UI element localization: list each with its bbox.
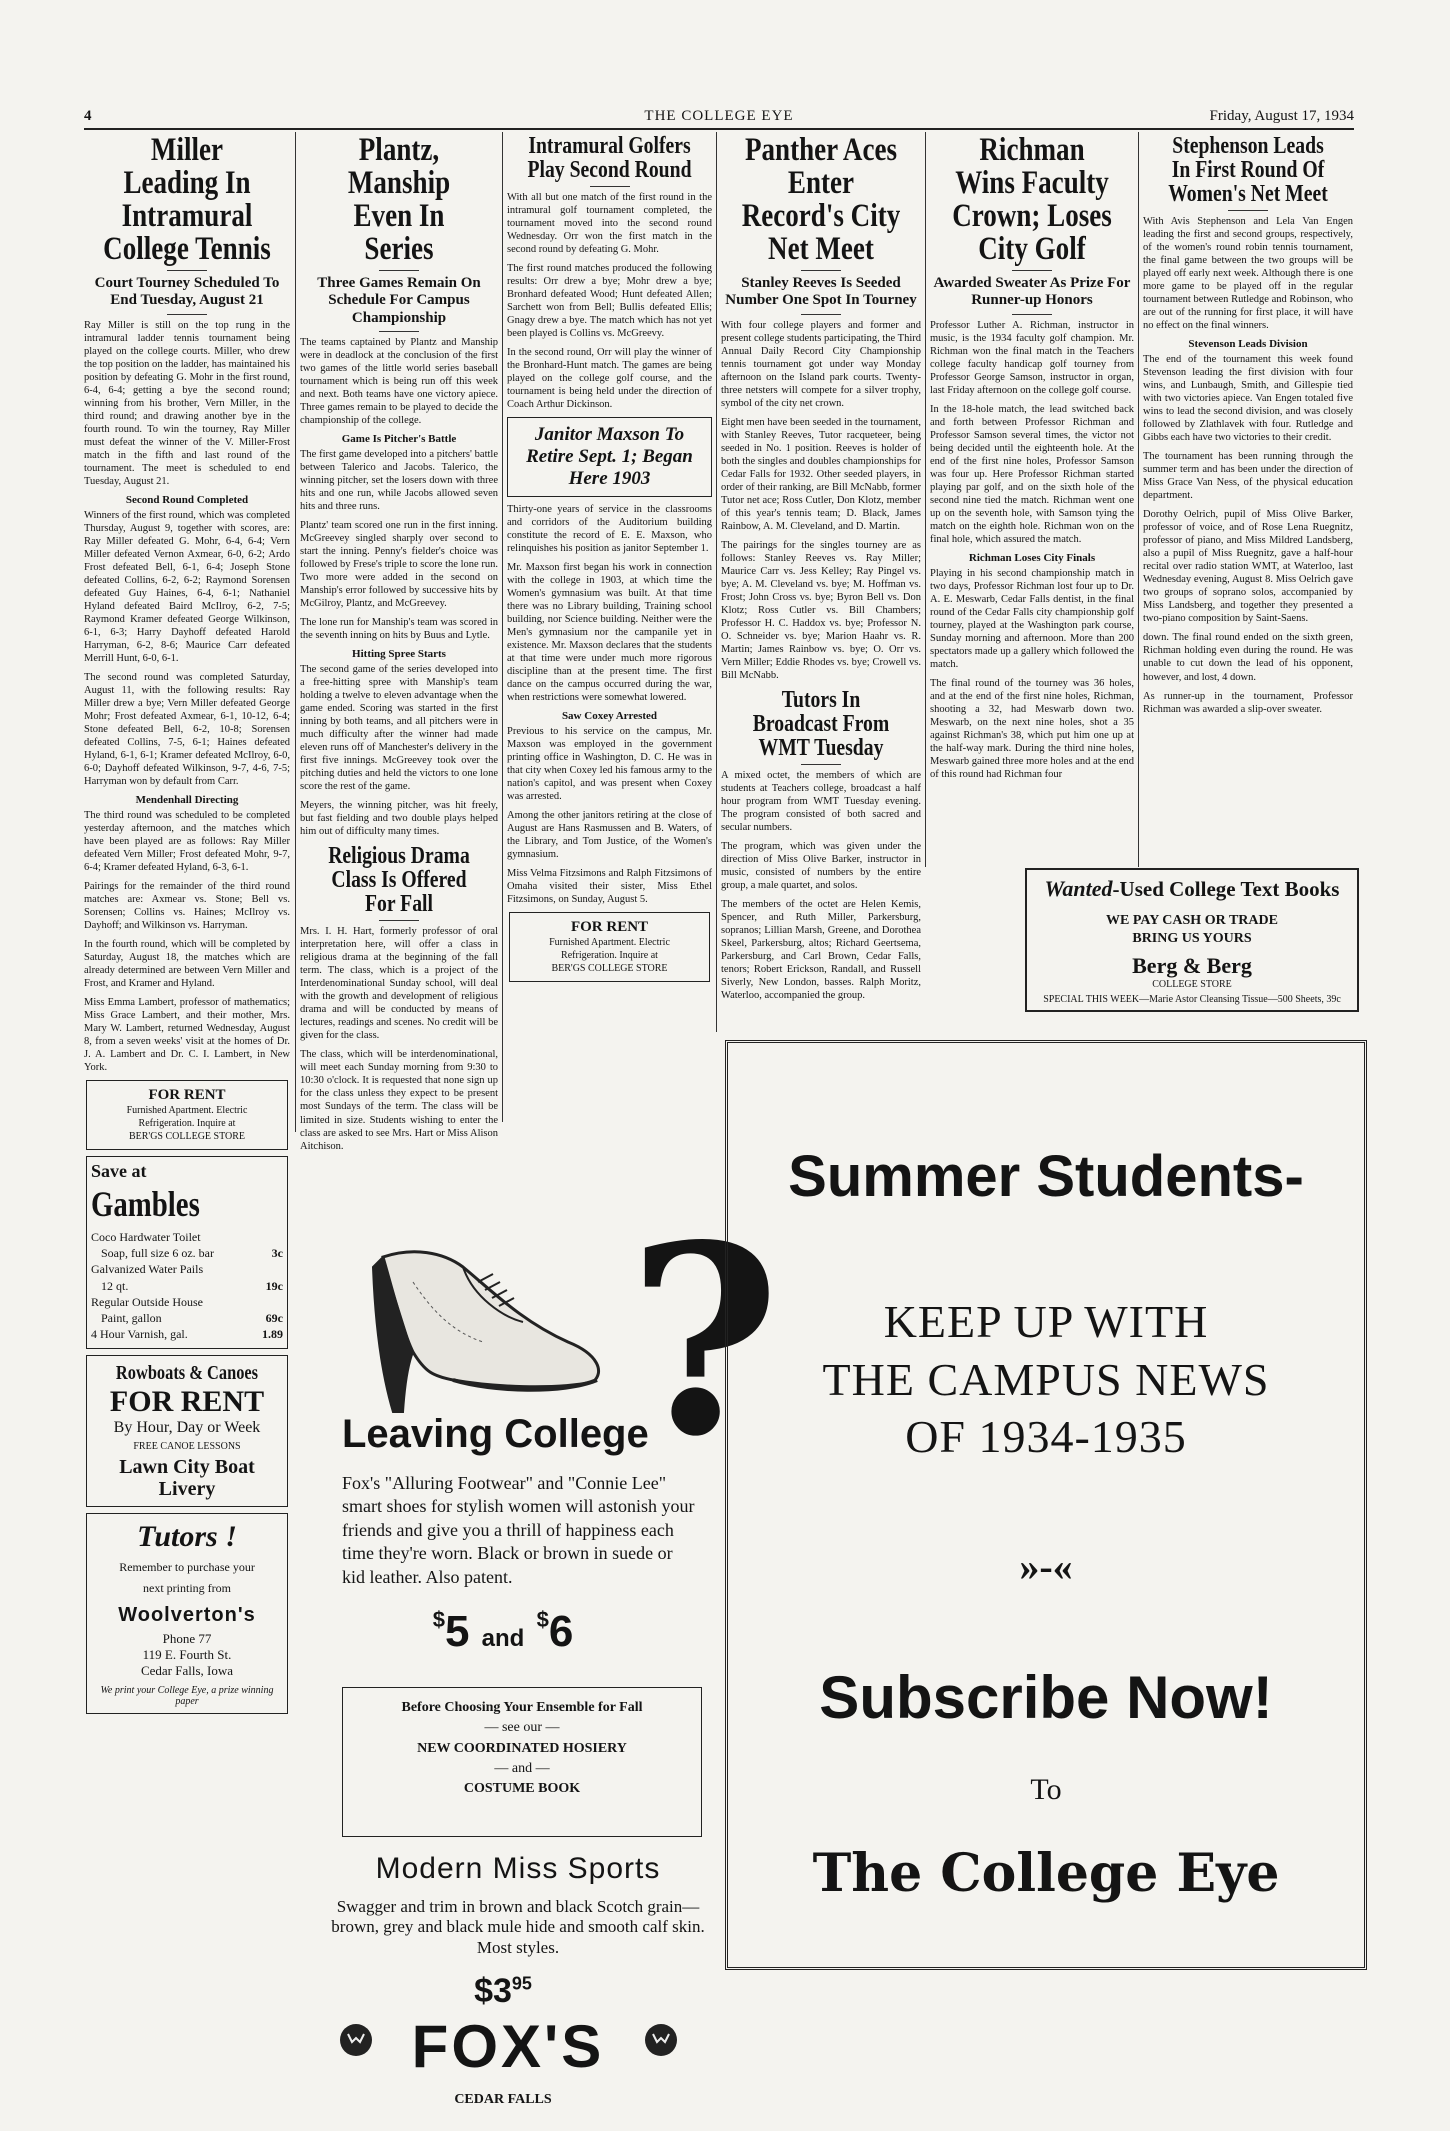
article-paragraph: Plantz' team scored one run in the first inning. McGreevey singled sharply over second to start the inning. Penny's fielder's choice was followed by Frese's triple to score the lone run. Two more were added in the second on Manship's error followed by successive hits by McGilroy, Plantz, and McGreevey. xyxy=(300,519,498,610)
article-paragraph: Mr. Maxson first began his work in connection with the college in 1903, at which time the Women's gymnasium was built. At that time there was no Library building, Training school building, nor Science building. Neither were the Men's gymnasium nor the campanile yet in existence. Mr. Maxson declares that the students at that time were under much more rigorous discipline than at the present time. The first dance on the campus occurred during the war, when restrictions were somewhat lowered. xyxy=(507,561,712,703)
ad-line: OF 1934-1935 xyxy=(905,1411,1187,1462)
masthead-rule xyxy=(84,128,1354,130)
article-paragraph: With Avis Stephenson and Lela Van Engen leading the first and second groups, respectively, of the women's round robin tennis tournament, the final game between the two groups will be played off early next week. Although there is one more game to be played off in the regular tournament between Rutledge and Robinson, who are out of the running for first place, it will have no effect on the final winners. xyxy=(1143,216,1353,332)
article-paragraph: Miss Emma Lambert, professor of mathematics; Miss Grace Lambert, and their mother, Mrs. Mary W. Lambert, returned Wednesday, August 8, from a seven weeks' visit at the homes of Dr. J. A. Lambert and Dr. C. I. Lambert, in New York. xyxy=(84,997,290,1074)
article-paragraph: The end of the tournament this week found Stevenson leading the first division with four wins, and Lunbaugh, Smith, and Gillespie tied with two victories apiece. Van Engen totaled five wins to lead the second division, and was closely followed by Zlathlavek with four. Rutledge and Gibbs each have two victories to their credit. xyxy=(1143,354,1353,444)
ad-line: BER'GS COLLEGE STORE xyxy=(551,963,668,975)
article-paragraph: Among the other janitors retiring at the close of August are Hans Rasmussen and B. Waters, of the Library, and Tom Justice, of the Women's gymnasium. xyxy=(507,810,712,861)
column-divider xyxy=(716,132,717,1032)
foxs-logo: FOX'S xyxy=(411,2013,605,2080)
gambles-item xyxy=(91,1294,283,1310)
ad-line: CEDAR FALLS xyxy=(454,2092,552,2107)
ad-line: Refrigeration. Inquire at xyxy=(561,950,658,962)
gambles-ad xyxy=(86,1156,288,1349)
article-paragraph: In the second round, Orr will play the winner of the Bronhard-Hunt match. The games are being played on the college golf course, and the tournament is being held under the direction of Coach Arthur Dickinson. xyxy=(507,347,712,411)
item-name: Soap, full size 6 oz. bar xyxy=(101,1246,214,1261)
article-paragraph: In the fourth round, which will be completed by Saturday, August 18, the matches which are already determined are between Vern Miller and Frost, and Kramer and Hyland. xyxy=(84,939,290,990)
article-paragraph: The members of the octet are Helen Kemis, Spencer, and Ruth Miller, Parkersburg, sopranos; Lillian Marsh, Greene, and Dorothea Skeel, Parkersburg, altos; Richard Geertsema, Parkersburg, and Carl Brown, Cedar Falls, tenors; Robert Erickson, Randall, and Russell Siverly, New London, basses. Ralph Moritz, Waterloo, accompanied the group. xyxy=(721,899,921,1002)
subheadline: Three Games Remain On Schedule For Campus Championship xyxy=(317,275,481,326)
article-paragraph: Miss Velma Fitzsimons and Ralph Fitzsimons of Omaha visited their sister, Miss Ethel Fitzsimons, on Sunday, August 5. xyxy=(507,868,712,906)
column-2 xyxy=(300,132,498,1152)
price-low: 5 xyxy=(444,1607,470,1656)
headline: Richman Wins Faculty Crown; Loses City Golf xyxy=(952,132,1112,267)
wanted-textbooks-ad xyxy=(1025,868,1359,1012)
column-1 xyxy=(84,132,290,2122)
divider xyxy=(1012,270,1052,271)
article-paragraph: The pairings for the singles tourney are as follows: Stanley Reeves vs. Ray Miller; Maurice Carr vs. Jess Kelley; Ray Pingel vs. bye; A. M. Cleveland vs. bye; M. Hoffman vs. Frost; John Cross vs. bye; Byron Bell vs. Don Klotz; Ross Cutler vs. Bill Chambers; Professor H. C. Haddox vs. bye; Professor N. O. Schneider vs. bye; Marion Haahr vs. R. Martin; James Rainbow vs. bye; O. Orr vs. Vern Miller; Eddie Rhodes vs. bye; Crowell vs. Bill McNabb. xyxy=(721,539,921,681)
ad-line: Furnished Apartment. Electric xyxy=(126,1105,248,1117)
item-name: 4 Hour Varnish, gal. xyxy=(91,1327,188,1342)
ad-line: Phone 77 xyxy=(162,1631,212,1647)
ad-note: We print your College Eye, a prize winning paper xyxy=(100,1685,274,1708)
college-eye-logo: The College Eye xyxy=(812,1843,1280,1904)
hosiery-box xyxy=(342,1687,702,1837)
keep-up-text xyxy=(728,1293,1364,1466)
gambles-item xyxy=(91,1278,283,1294)
article-paragraph: The tournament has been running through the summer term and has been under the direction of Miss Grace Van Ness, of the physical education department. xyxy=(1143,451,1353,502)
boats-name: Lawn City Boat Livery xyxy=(119,1456,255,1501)
wanted-word: Wanted xyxy=(1044,876,1113,901)
ad-body: Swagger and trim in brown and black Scotch grain—brown, grey and black mule hide and smooth calf skin. Most styles. xyxy=(331,1897,705,1957)
article-paragraph: down. The final round ended on the sixth green, Richman holding even during the round. He was unable to cut down the lead of his opponent, however, and lost, 4 down. xyxy=(1143,632,1353,683)
article-paragraph: Professor Luther A. Richman, instructor in music, is the 1934 faculty golf champion. Mr. Richman won the final match in the Teachers college faculty handicap golf tourney from Professor George Samson, instructor in organ, last Friday afternoon on the college golf course. xyxy=(930,319,1134,396)
fox-shoe-ad xyxy=(298,1132,781,2107)
divider xyxy=(801,314,841,315)
ad-line: — see our — xyxy=(484,1720,560,1736)
headline: Stephenson Leads In First Round Of Women's Net Meet xyxy=(1168,133,1328,207)
boats-title: Rowboats & Canoes xyxy=(115,1362,259,1385)
headline: Janitor Maxson To Retire Sept. 1; Began Here 1903 xyxy=(526,424,693,489)
column-5 xyxy=(930,132,1134,867)
headline: Plantz, Manship Even In Series xyxy=(347,132,451,267)
section-heading: Richman Loses City Finals xyxy=(968,551,1096,564)
leaving-college-title: Leaving College xyxy=(342,1412,649,1456)
ad-line: BER'GS COLLEGE STORE xyxy=(128,1131,246,1143)
gambles-title: Gambles xyxy=(91,1184,200,1225)
item-name: Regular Outside House xyxy=(91,1294,203,1309)
column-4 xyxy=(721,132,921,1032)
ornament: »-« xyxy=(1019,1544,1073,1589)
divider xyxy=(379,270,419,271)
ad-body: Fox's "Alluring Footwear" and "Connie Lee" smart shoes for stylish women will astonish your friends and give you a thrill of happiness each time they're worn. Black or brown in suede or kid leather. Also patent. xyxy=(342,1473,695,1587)
article-paragraph: Playing in his second championship match in two days, Professor Richman lost four up to Dr. A. E. Meswarb, Cedar Falls dentist, in the final round of the Cedar Falls city championship golf tourney, played at the Washington park course, Sunday morning and afternoon. More than 200 spectators made up a gallery which followed the match. xyxy=(930,567,1134,670)
divider xyxy=(801,270,841,271)
price: $\$3^{95}$ xyxy=(474,1972,532,2010)
subheadline: Court Tourney Scheduled To End Tuesday, August 21 xyxy=(94,275,280,309)
article-paragraph: Ray Miller is still on the top rung in the intramural ladder tennis tournament being played on the college courts. Miller, who drew the top position on the ladder, has maintained his position by defeating G. Mohr in the first round, 6-4, 6-4; getting a bye the second round; winning from his brother, Vern Miller, in the third round; and drawing another bye in the fourth round. To win the tourney, Ray Miller must defeat the winner of the V. Miller-Frost match in the fifth and last round of the tournament. The meet is scheduled to end Tuesday, August 21. xyxy=(84,319,290,487)
ad-line: Cedar Falls, Iowa xyxy=(140,1663,234,1679)
wanted-text: -Used College Text Books xyxy=(1112,877,1340,901)
subscribe-now-title: Subscribe Now! xyxy=(819,1664,1273,1731)
modern-miss-sports: Modern Miss Sports xyxy=(375,1852,661,1885)
ad-line: Before Choosing Your Ensemble for Fall xyxy=(401,1700,643,1715)
price-high: 6 xyxy=(548,1607,574,1656)
shoe-illustration xyxy=(353,1222,613,1422)
fox-head-icon xyxy=(643,2022,679,2058)
item-price: 69c xyxy=(265,1310,283,1325)
price-range: $5 and $6 xyxy=(432,1607,574,1656)
ad-line: NEW COORDINATED HOSIERY xyxy=(417,1740,627,1756)
item-name: 12 qt. xyxy=(101,1278,129,1293)
summer-students-title: Summer Students- xyxy=(788,1144,1304,1209)
column-6 xyxy=(1143,132,1353,867)
masthead xyxy=(84,108,1354,130)
gambles-item xyxy=(91,1245,283,1261)
section-heading: Stevenson Leads Division xyxy=(1188,338,1308,351)
headline: Tutors In Broadcast From WMT Tuesday xyxy=(752,686,890,761)
item-name: Coco Hardwater Toilet xyxy=(91,1230,201,1245)
boats-for-rent: FOR RENT xyxy=(109,1385,265,1419)
divider xyxy=(167,314,207,315)
divider xyxy=(590,186,630,187)
column-3 xyxy=(507,132,712,1112)
headline: Religious Drama Class Is Offered For Fall xyxy=(328,843,470,918)
article-paragraph: Mrs. I. H. Hart, formerly professor of oral interpretation here, will offer a class in religious drama at the beginning of the fall term. The class, which is a project of the Interdenominational Sunday school, will deal with the growth and development of religious drama and will be conducted by means of lectures, readings and scenes. No credit will be given for the class. xyxy=(300,926,498,1042)
divider xyxy=(379,920,419,921)
article-paragraph: The final round of the tourney was 36 holes, and at the end of the first nine holes, Richman, shooting a 32, had Meswarb down two. Meswarb, on the next nine holes, shot a 35 against Richman's 38, which put him one up at the half-way mark. During the third nine holes, Meswarb gained three more holes and at the end of this round had Richman four xyxy=(930,677,1134,780)
gambles-list xyxy=(91,1229,283,1342)
for-rent-ad xyxy=(86,1080,288,1150)
section-heading: Hitting Spree Starts xyxy=(352,648,446,661)
item-price: 3c xyxy=(271,1246,283,1261)
boats-ad xyxy=(86,1355,288,1507)
article-paragraph: The first round matches produced the following results: Orr drew a bye; Mohr drew a bye; Bronhard defeated Wood; Hunt defeated Allen; Sarchett won from Bell; Bullis defeated Ellis; Gnagy drew a bye. The match which has not yet been played is Collins vs. McGreevy. xyxy=(507,263,712,340)
gambles-item xyxy=(91,1229,283,1245)
article-paragraph: Pairings for the remainder of the third round matches are: Axmear vs. Stone; Bell vs. Sorensen; Collins vs. Haines; McIlroy vs. Dayhoff; and Wilkinson vs. Harryman. xyxy=(84,881,290,932)
article-paragraph: The lone run for Manship's team was scored in the seventh inning on hits by Buus and Lytle. xyxy=(300,617,498,642)
headline: Panther Aces Enter Record's City Net Meet xyxy=(741,132,901,267)
price-and: and xyxy=(481,1625,525,1652)
item-price: 19c xyxy=(265,1278,283,1293)
fox-head-icon xyxy=(338,2022,374,2058)
issue-date: Friday, August 17, 1934 xyxy=(1209,108,1354,124)
ad-line: 119 E. Fourth St. xyxy=(142,1647,232,1663)
ad-line: To xyxy=(1030,1773,1062,1806)
price-cents: 95 xyxy=(511,1973,532,1994)
article-paragraph: The teams captained by Plantz and Manship were in deadlock at the conclusion of the first two games of the little world series baseball tournament which is being run off this week and next. Both teams have one victory apiece. Three games remain to be played to decide the championship of the college. xyxy=(300,336,498,426)
item-name: Galvanized Water Pails xyxy=(91,1262,204,1277)
article-paragraph: The first game developed into a pitchers' battle between Talerico and Jacobs. Talerico, the winning pitcher, set the losers down with three hits and one run, while Jacobs allowed seven hits and three runs. xyxy=(300,448,498,512)
column-divider xyxy=(1138,132,1139,867)
article-paragraph: Thirty-one years of service in the classrooms and corridors of the Auditorium building constitute the record of E. E. Maxson, who relinquishes his position as janitor September 1. xyxy=(507,503,712,554)
section-heading: Saw Coxey Arrested xyxy=(561,710,658,723)
store-name: Berg & Berg xyxy=(1132,953,1252,978)
boxed-headline xyxy=(507,417,712,497)
article-paragraph: The class, which will be interdenominational, will meet each Sunday morning from 9:30 to 10:30 o'clock. It is requested that none sign up for the class unless they expect to be present most Sundays of the term. The class will be limited in size. Students wishing to enter the class are asked to see Mrs. Hart or Miss Alison Aitchison. xyxy=(300,1049,498,1152)
divider xyxy=(1228,210,1268,211)
headline: Miller Leading In Intramural College Tennis xyxy=(103,132,271,267)
ad-title: FOR RENT xyxy=(148,1087,226,1104)
ad-line: WE PAY CASH OR TRADE xyxy=(1106,913,1278,928)
divider xyxy=(1012,314,1052,315)
printer-name: Woolverton's xyxy=(118,1604,256,1627)
article-paragraph: Winners of the first round, which was completed Thursday, August 9, together with scores, are: Ray Miller defeated G. Mohr, 6-4, 6-4; Vern Miller defeated Vernon Axmear, 6-0, 6-2; Ardo Frost defeated Bell, 6-1, 6-4; Joseph Stone defeated Collins, 6-2, 6-2; Raymond Sorensen defeated Guy Haines, 6-4, 6-1; Nathaniel Hyland defeated Baird McIlroy, 6-2, 7-5; Raymond Kramer defeated George Wilkinson, 6-1, 6-3; Harry Dayhoff defeated Harold Harryman, 6-2, 8-6; Maurice Carr defeated Merrill Hunt, 6-0, 6-1. xyxy=(84,509,290,664)
gambles-item xyxy=(91,1261,283,1277)
subscribe-ad xyxy=(725,1040,1367,1970)
article-paragraph: Dorothy Oelrich, pupil of Miss Olive Barker, professor of voice, and of Rose Lena Ruegnitz, professor of piano, and Miss Mildred Landsberg, also a pupil of Miss Ruegnitz, gave a half-hour recital over radio station WMT, at Waterloo, last Wednesday evening, August 8. Miss Oelrich gave two groups of soprano solos, accompanied by Miss Landsberg, and together they presented a two-piano composition by Saint-Saens. xyxy=(1143,509,1353,625)
item-name: Paint, gallon xyxy=(101,1310,162,1325)
ad-line: COSTUME BOOK xyxy=(463,1781,581,1797)
article-paragraph: A mixed octet, the members of which are students at Teachers college, broadcast a half hour program from WMT Tuesday evening. The program consisted of both sacred and secular numbers. xyxy=(721,769,921,833)
article-paragraph: The second game of the series developed into a free-hitting spree with Manship's team holding a twelve to eleven advantage when the game ended. Scoring was started in the first inning by both teams, and all pitchers were in much difficulty after the winner had made eleven runs off of Manchester's delivery in the first five innings. McGreevey took over the pitching duties and held the victors to one lone score the rest of the game. xyxy=(300,664,498,793)
section-heading: Mendenhall Directing xyxy=(135,794,239,807)
for-rent-ad xyxy=(509,912,710,982)
ad-title: FOR RENT xyxy=(570,919,649,936)
article-paragraph: In the 18-hole match, the lead switched back and forth between Professor Richman and Professor Samson several times, the victor not being decided until the eighteenth hole. At the end of the first nine holes, Professor Samson was four up. Here Professor Richman started playing par golf, and on the sixth hole of the second nine tied the match. Richman went one up on the seventh hole, with Samson tying the match on the eighth hole. Richman won on the final hole, which assured the match. xyxy=(930,403,1134,545)
item-price: 1.89 xyxy=(262,1327,283,1342)
article-paragraph: With four college players and former and present college students participating, the Third Annual Daily Record City Championship tennis tournament got under way Monday afternoon on the Island park courts. Twenty-three netsters will compete for a silver trophy, symbol of the city net crown. xyxy=(721,319,921,409)
ad-line: Refrigeration. Inquire at xyxy=(138,1118,236,1130)
headline: Intramural Golfers Play Second Round xyxy=(527,133,692,183)
article-paragraph: As runner-up in the tournament, Professor Richman was awarded a slip-over sweater. xyxy=(1143,690,1353,715)
article-paragraph: The program, which was given under the direction of Miss Olive Barker, instructor in music, consisted of numbers by the entire group, a male quartet, and solos. xyxy=(721,841,921,892)
section-heading: Second Round Completed xyxy=(125,493,249,506)
ad-line: KEEP UP WITH xyxy=(883,1296,1209,1347)
question-mark: ? xyxy=(628,1189,781,1494)
price-dollars: 3 xyxy=(492,1972,512,2010)
column-divider xyxy=(295,132,296,1132)
article-paragraph: With all but one match of the first round in the intramural golf tournament completed, the tournament moved into the second round Wednesday. Orr won the first match in the second round by defeating G. Mohr. xyxy=(507,192,712,256)
column-divider xyxy=(502,132,503,1122)
newspaper-name: THE COLLEGE EYE xyxy=(644,108,794,124)
page-number: 4 xyxy=(84,108,92,124)
article-paragraph: Previous to his service on the campus, Mr. Maxson was employed in the government printing office in Washington, D. C. He was in that city when Coxey led his famous army to the nation's capitol, and was present when Coxey was arrested. xyxy=(507,726,712,803)
tutors-ad xyxy=(86,1513,288,1714)
ad-line: next printing from xyxy=(143,1581,231,1596)
ad-line: THE CAMPUS NEWS xyxy=(822,1353,1270,1405)
column-divider xyxy=(925,132,926,867)
ad-line: — and — xyxy=(494,1760,550,1776)
gambles-item xyxy=(91,1310,283,1326)
divider xyxy=(379,331,419,332)
ad-line: Furnished Apartment. Electric xyxy=(549,937,670,949)
article-paragraph: The second round was completed Saturday, August 11, with the following results: Ray Miller drew a bye; Vern Miller defeated George Mohr; Frost defeated Axmear, 6-1, 10-12, 6-4; Stone defeated Bell, 6-2, 10-8; Sorensen defeated Collins, 7-5, 6-1; Haines defeated Hyland, 6-1, 6-1; Kramer defeated McIlroy, 6-0, 6-0; Dayhoff defeated Wilkinson, 9-7, 4-6, 7-5; Harryman won by default from Carr. xyxy=(84,671,290,788)
article-paragraph: The third round was scheduled to be completed yesterday afternoon, and the matches which have been played are as follows: Ray Miller defeated Vern Miller; Frost defeated Mohr, 9-7, 6-4; Kramer defeated Hyland, 6-3, 6-1. xyxy=(84,810,290,874)
divider xyxy=(167,270,207,271)
article-paragraph: Eight men have been seeded in the tournament, with Stanley Reeves, Tutor racqueteer, being seeded in No. 1 position. Reeves is holder of both the singles and doubles championships for Cedar Falls for 1932. Other seeded players, in order of their ranking, are Bill McNabb, former Tutor net ace; Ross Cutler, Don Klotz, member of this year's tennis team; D. Black, James Rainbow, A. M. Cleveland, and D. Martin. xyxy=(721,416,921,532)
gambles-item xyxy=(91,1326,283,1342)
ad-line: COLLEGE STORE xyxy=(1152,979,1232,990)
article-paragraph: Meyers, the winning pitcher, was hit freely, but fast fielding and two double plays helped him out of difficulty many times. xyxy=(300,800,498,838)
subheadline: Stanley Reeves Is Seeded Number One Spot In Tourney xyxy=(725,275,917,309)
save-label: Save at xyxy=(91,1161,147,1182)
ad-line: BRING US YOURS xyxy=(1132,930,1252,946)
section-heading: Game Is Pitcher's Battle xyxy=(341,432,457,445)
ad-line: Remember to purchase your xyxy=(119,1560,255,1575)
boats-free: FREE CANOE LESSONS xyxy=(133,1441,241,1453)
divider xyxy=(801,764,841,765)
ad-line: SPECIAL THIS WEEK—Marie Astor Cleansing Tissue—500 Sheets, 39c xyxy=(1043,994,1341,1005)
boats-hours: By Hour, Day or Week xyxy=(113,1419,261,1437)
subheadline: Awarded Sweater As Prize For Runner-up Honors xyxy=(933,275,1131,309)
tutors-title: Tutors ! xyxy=(137,1520,237,1554)
